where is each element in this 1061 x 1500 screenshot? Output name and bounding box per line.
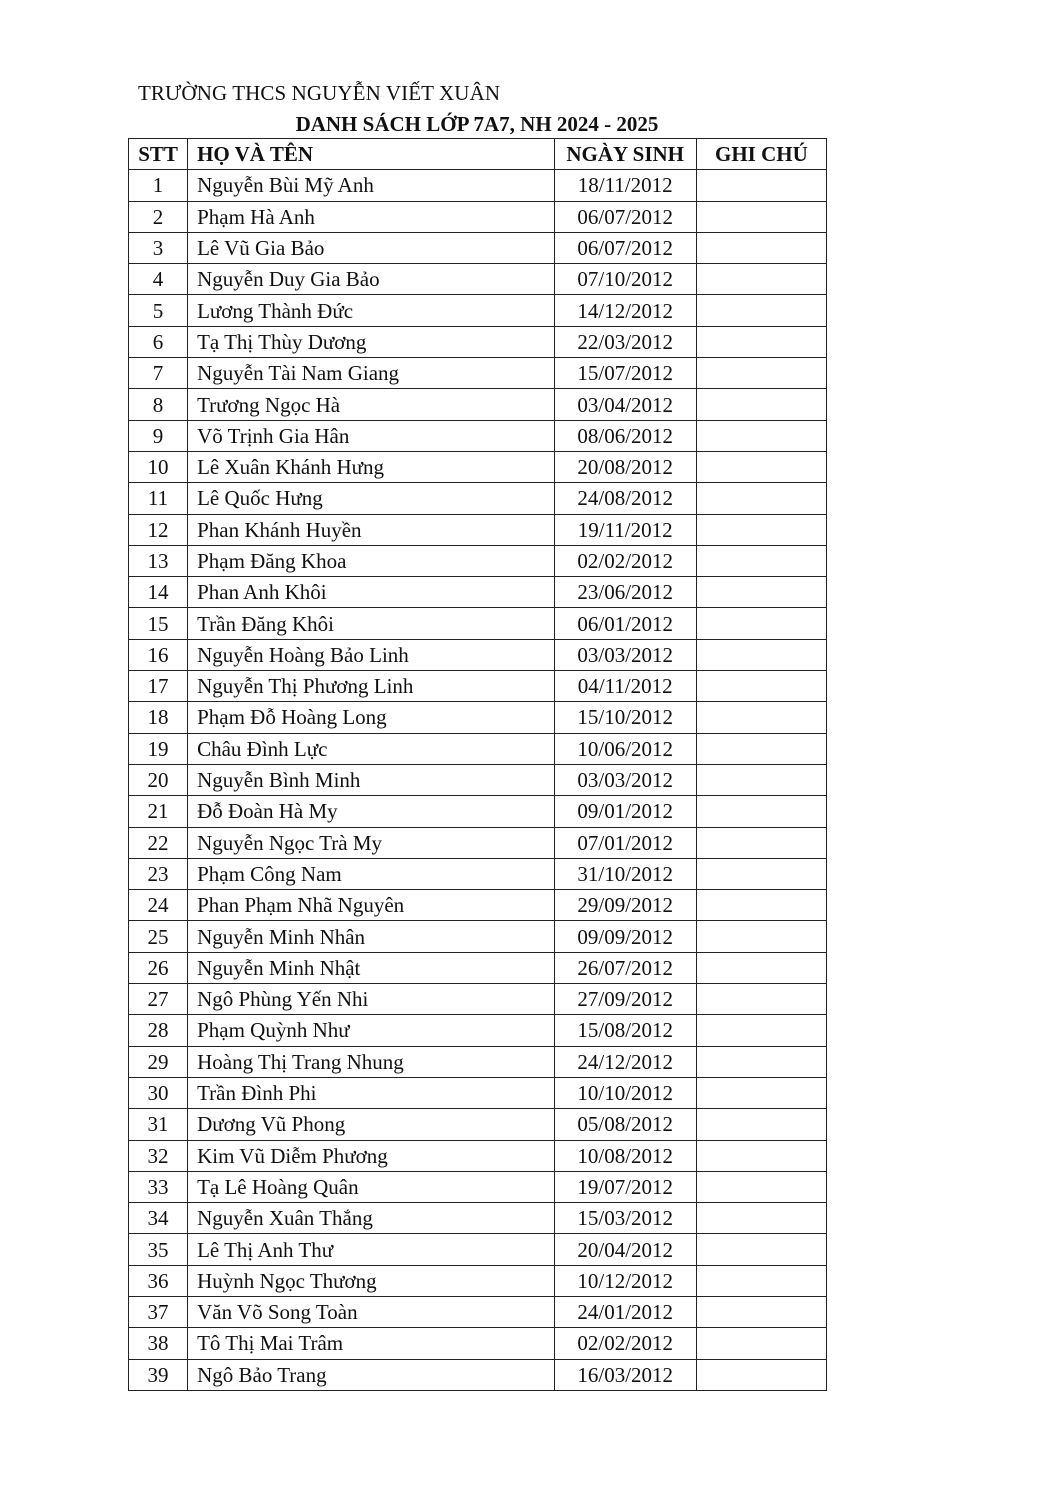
note-cell [696, 764, 826, 795]
student-name-cell: Phan Khánh Huyền [188, 514, 555, 545]
note-cell [696, 264, 826, 295]
student-name-cell: Phạm Đỗ Hoàng Long [188, 702, 555, 733]
row-number-cell: 18 [129, 702, 188, 733]
table-row [129, 1046, 827, 1077]
row-number-cell: 31 [129, 1109, 188, 1140]
table-row [129, 514, 827, 545]
row-number-cell: 16 [129, 639, 188, 670]
note-cell [696, 1296, 826, 1327]
birth-date-cell: 20/08/2012 [554, 451, 696, 482]
student-name-cell: Đỗ Đoàn Hà My [188, 796, 555, 827]
birth-date-cell: 15/08/2012 [554, 1015, 696, 1046]
table-row [129, 389, 827, 420]
row-number-cell: 24 [129, 890, 188, 921]
row-number-cell: 38 [129, 1328, 188, 1359]
student-name-cell: Phạm Đăng Khoa [188, 545, 555, 576]
birth-date-cell: 06/07/2012 [554, 232, 696, 263]
student-name-cell: Võ Trịnh Gia Hân [188, 420, 555, 451]
birth-date-cell: 22/03/2012 [554, 326, 696, 357]
note-cell [696, 483, 826, 514]
row-number-cell: 36 [129, 1265, 188, 1296]
note-cell [696, 1171, 826, 1202]
birth-date-cell: 09/01/2012 [554, 796, 696, 827]
table-row [129, 264, 827, 295]
table-row [129, 702, 827, 733]
table-row [129, 1359, 827, 1390]
table-row [129, 1109, 827, 1140]
student-name-cell: Dương Vũ Phong [188, 1109, 555, 1140]
document-title: DANH SÁCH LỚP 7A7, NH 2024 - 2025 [295, 112, 659, 136]
table-row [129, 420, 827, 451]
birth-date-cell: 07/10/2012 [554, 264, 696, 295]
table-row [129, 451, 827, 482]
student-name-cell: Lê Vũ Gia Bảo [188, 232, 555, 263]
student-name-cell: Nguyễn Hoàng Bảo Linh [188, 639, 555, 670]
note-cell [696, 890, 826, 921]
table-row [129, 577, 827, 608]
row-number-cell: 30 [129, 1077, 188, 1108]
row-number-cell: 2 [129, 201, 188, 232]
student-name-cell: Tô Thị Mai Trâm [188, 1328, 555, 1359]
table-row [129, 326, 827, 357]
row-number-cell: 12 [129, 514, 188, 545]
note-cell [696, 733, 826, 764]
student-name-cell: Nguyễn Thị Phương Linh [188, 671, 555, 702]
birth-date-cell: 10/10/2012 [554, 1077, 696, 1108]
student-name-cell: Lê Quốc Hưng [188, 483, 555, 514]
table-row [129, 1171, 827, 1202]
column-header-name: HỌ VÀ TÊN [188, 139, 555, 170]
note-cell [696, 639, 826, 670]
row-number-cell: 1 [129, 170, 188, 201]
student-name-cell: Nguyễn Tài Nam Giang [188, 358, 555, 389]
table-row [129, 827, 827, 858]
note-cell [696, 1109, 826, 1140]
note-cell [696, 1328, 826, 1359]
birth-date-cell: 24/08/2012 [554, 483, 696, 514]
table-header [129, 139, 827, 170]
table-row [129, 796, 827, 827]
student-name-cell: Văn Võ Song Toàn [188, 1296, 555, 1327]
row-number-cell: 28 [129, 1015, 188, 1046]
note-cell [696, 326, 826, 357]
birth-date-cell: 15/03/2012 [554, 1203, 696, 1234]
table-row [129, 639, 827, 670]
student-name-cell: Nguyễn Bùi Mỹ Anh [188, 170, 555, 201]
note-cell [696, 796, 826, 827]
note-cell [696, 295, 826, 326]
table-row [129, 764, 827, 795]
row-number-cell: 26 [129, 952, 188, 983]
student-name-cell: Phan Phạm Nhã Nguyên [188, 890, 555, 921]
row-number-cell: 27 [129, 984, 188, 1015]
row-number-cell: 8 [129, 389, 188, 420]
row-number-cell: 15 [129, 608, 188, 639]
row-number-cell: 5 [129, 295, 188, 326]
row-number-cell: 34 [129, 1203, 188, 1234]
table-row [129, 232, 827, 263]
table-row [129, 733, 827, 764]
row-number-cell: 25 [129, 921, 188, 952]
column-header-stt: STT [129, 139, 188, 170]
row-number-cell: 37 [129, 1296, 188, 1327]
student-name-cell: Nguyễn Duy Gia Bảo [188, 264, 555, 295]
birth-date-cell: 20/04/2012 [554, 1234, 696, 1265]
note-cell [696, 1265, 826, 1296]
row-number-cell: 20 [129, 764, 188, 795]
row-number-cell: 3 [129, 232, 188, 263]
student-name-cell: Ngô Bảo Trang [188, 1359, 555, 1390]
student-name-cell: Nguyễn Ngọc Trà My [188, 827, 555, 858]
birth-date-cell: 26/07/2012 [554, 952, 696, 983]
student-name-cell: Phạm Quỳnh Như [188, 1015, 555, 1046]
birth-date-cell: 07/01/2012 [554, 827, 696, 858]
note-cell [696, 201, 826, 232]
student-name-cell: Lê Thị Anh Thư [188, 1234, 555, 1265]
student-name-cell: Phạm Hà Anh [188, 201, 555, 232]
table-row [129, 545, 827, 576]
note-cell [696, 1046, 826, 1077]
note-cell [696, 1015, 826, 1046]
note-cell [696, 608, 826, 639]
birth-date-cell: 03/03/2012 [554, 764, 696, 795]
header-row [129, 139, 827, 170]
school-name: TRƯỜNG THCS NGUYỄN VIẾT XUÂN [138, 81, 501, 105]
birth-date-cell: 16/03/2012 [554, 1359, 696, 1390]
note-cell [696, 984, 826, 1015]
note-cell [696, 514, 826, 545]
student-name-cell: Trương Ngọc Hà [188, 389, 555, 420]
row-number-cell: 14 [129, 577, 188, 608]
table-row [129, 858, 827, 889]
note-cell [696, 232, 826, 263]
table-row [129, 671, 827, 702]
table-row [129, 201, 827, 232]
class-list-table [128, 138, 827, 1391]
note-cell [696, 1359, 826, 1390]
student-name-cell: Trần Đăng Khôi [188, 608, 555, 639]
table-body [129, 170, 827, 1391]
note-cell [696, 1203, 826, 1234]
table-row [129, 1265, 827, 1296]
note-cell [696, 671, 826, 702]
birth-date-cell: 29/09/2012 [554, 890, 696, 921]
birth-date-cell: 31/10/2012 [554, 858, 696, 889]
row-number-cell: 10 [129, 451, 188, 482]
table-row [129, 890, 827, 921]
table-row [129, 608, 827, 639]
column-header-note: GHI CHÚ [696, 139, 826, 170]
row-number-cell: 9 [129, 420, 188, 451]
student-name-cell: Tạ Thị Thùy Dương [188, 326, 555, 357]
birth-date-cell: 24/01/2012 [554, 1296, 696, 1327]
note-cell [696, 1077, 826, 1108]
student-name-cell: Lương Thành Đức [188, 295, 555, 326]
student-name-cell: Phạm Công Nam [188, 858, 555, 889]
note-cell [696, 1140, 826, 1171]
student-name-cell: Nguyễn Xuân Thắng [188, 1203, 555, 1234]
row-number-cell: 19 [129, 733, 188, 764]
row-number-cell: 33 [129, 1171, 188, 1202]
birth-date-cell: 06/07/2012 [554, 201, 696, 232]
row-number-cell: 7 [129, 358, 188, 389]
student-name-cell: Huỳnh Ngọc Thương [188, 1265, 555, 1296]
birth-date-cell: 15/10/2012 [554, 702, 696, 733]
student-name-cell: Lê Xuân Khánh Hưng [188, 451, 555, 482]
student-name-cell: Trần Đình Phi [188, 1077, 555, 1108]
table-row [129, 1234, 827, 1265]
table-row [129, 952, 827, 983]
student-name-cell: Tạ Lê Hoàng Quân [188, 1171, 555, 1202]
student-name-cell: Ngô Phùng Yến Nhi [188, 984, 555, 1015]
student-name-cell: Nguyễn Minh Nhân [188, 921, 555, 952]
column-header-dob: NGÀY SINH [554, 139, 696, 170]
note-cell [696, 952, 826, 983]
birth-date-cell: 24/12/2012 [554, 1046, 696, 1077]
note-cell [696, 170, 826, 201]
birth-date-cell: 02/02/2012 [554, 545, 696, 576]
birth-date-cell: 10/06/2012 [554, 733, 696, 764]
birth-date-cell: 08/06/2012 [554, 420, 696, 451]
table-row [129, 1203, 827, 1234]
birth-date-cell: 02/02/2012 [554, 1328, 696, 1359]
note-cell [696, 358, 826, 389]
row-number-cell: 23 [129, 858, 188, 889]
note-cell [696, 858, 826, 889]
birth-date-cell: 23/06/2012 [554, 577, 696, 608]
birth-date-cell: 14/12/2012 [554, 295, 696, 326]
row-number-cell: 13 [129, 545, 188, 576]
birth-date-cell: 10/12/2012 [554, 1265, 696, 1296]
birth-date-cell: 05/08/2012 [554, 1109, 696, 1140]
birth-date-cell: 15/07/2012 [554, 358, 696, 389]
table-row [129, 295, 827, 326]
row-number-cell: 21 [129, 796, 188, 827]
student-name-cell: Châu Đình Lực [188, 733, 555, 764]
note-cell [696, 577, 826, 608]
student-name-cell: Nguyễn Minh Nhật [188, 952, 555, 983]
birth-date-cell: 03/04/2012 [554, 389, 696, 420]
birth-date-cell: 09/09/2012 [554, 921, 696, 952]
note-cell [696, 921, 826, 952]
note-cell [696, 1234, 826, 1265]
table-row [129, 170, 827, 201]
birth-date-cell: 18/11/2012 [554, 170, 696, 201]
student-name-cell: Nguyễn Bình Minh [188, 764, 555, 795]
birth-date-cell: 10/08/2012 [554, 1140, 696, 1171]
table-row [129, 921, 827, 952]
row-number-cell: 35 [129, 1234, 188, 1265]
row-number-cell: 22 [129, 827, 188, 858]
note-cell [696, 545, 826, 576]
table-row [129, 1015, 827, 1046]
table-row [129, 1328, 827, 1359]
birth-date-cell: 19/07/2012 [554, 1171, 696, 1202]
row-number-cell: 29 [129, 1046, 188, 1077]
table-row [129, 984, 827, 1015]
student-name-cell: Kim Vũ Diễm Phương [188, 1140, 555, 1171]
table-row [129, 358, 827, 389]
note-cell [696, 420, 826, 451]
row-number-cell: 11 [129, 483, 188, 514]
birth-date-cell: 19/11/2012 [554, 514, 696, 545]
row-number-cell: 4 [129, 264, 188, 295]
row-number-cell: 39 [129, 1359, 188, 1390]
birth-date-cell: 04/11/2012 [554, 671, 696, 702]
birth-date-cell: 27/09/2012 [554, 984, 696, 1015]
note-cell [696, 451, 826, 482]
note-cell [696, 827, 826, 858]
table-row [129, 483, 827, 514]
row-number-cell: 17 [129, 671, 188, 702]
row-number-cell: 32 [129, 1140, 188, 1171]
table-row [129, 1077, 827, 1108]
student-name-cell: Hoàng Thị Trang Nhung [188, 1046, 555, 1077]
student-name-cell: Phan Anh Khôi [188, 577, 555, 608]
note-cell [696, 389, 826, 420]
note-cell [696, 702, 826, 733]
table-row [129, 1296, 827, 1327]
table-row [129, 1140, 827, 1171]
row-number-cell: 6 [129, 326, 188, 357]
birth-date-cell: 03/03/2012 [554, 639, 696, 670]
birth-date-cell: 06/01/2012 [554, 608, 696, 639]
